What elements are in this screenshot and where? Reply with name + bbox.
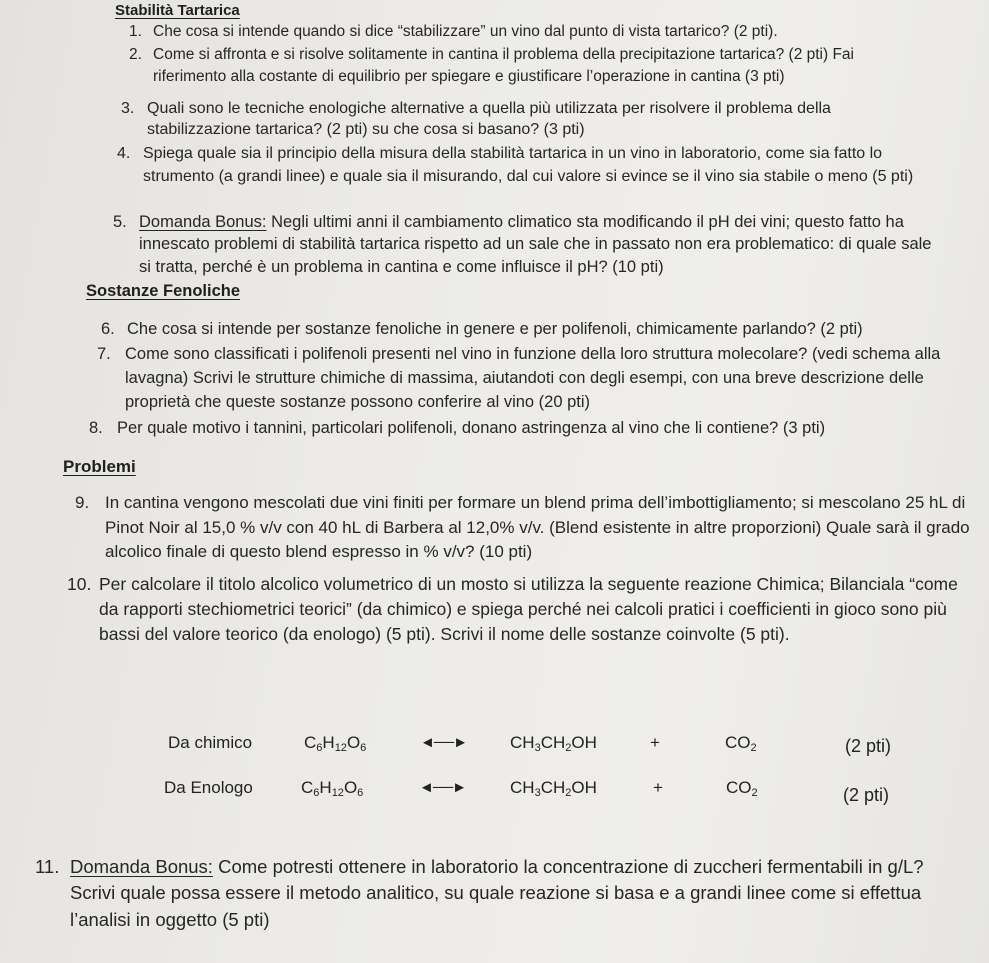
question-number: 2.: [129, 46, 142, 63]
question-text: Negli ultimi anni il cambiamento climatico sta modificando il pH dei vini; questo fatto ha innescato problemi di stabilità tartarica rispetto ad un sale che in passato non era problematico: di quale sale si tratta, perché è un problema in cantina e come influisce il pH? (10 pti): [139, 213, 932, 276]
section-title-problemi: Problemi: [63, 457, 136, 476]
question-number: 6.: [101, 320, 115, 338]
equation-points: (2 pti): [845, 736, 892, 756]
co2-formula: $CO_2$: [725, 733, 757, 754]
question-text: Spiega quale sia il principio della misura della stabilità tartarica in un vino in laboratorio, come sia fatto lo strumento (a grandi linee) e quale sia il misurando, dal cui valore si evince se il vino sia stabile o meno (5 pti): [143, 145, 914, 185]
glucose-formula: $C_6H_{12}O_6$: [301, 778, 364, 799]
question-3: [121, 98, 911, 141]
question-number: 5.: [113, 213, 127, 231]
question-text: Per calcolare il titolo alcolico volumetrico di un mosto si utilizza la seguente reazione Chimica; Bilanciala “come da rapporti stechiometrici teorici” (da chimico) e spiega perché nei calcoli pratici i coefficienti in gioco sono più bassi del valore teorico (da enologo) (5 pti). Scrivi il nome delle sostanze coinvolte (5 pti).: [99, 574, 958, 645]
question-number: 10.: [67, 574, 92, 594]
bonus-label: Domanda Bonus:: [139, 213, 267, 231]
question-text: Per quale motivo i tannini, particolari polifenoli, donano astringenza al vino che li contiene? (3 pti): [117, 419, 826, 437]
question-body: [139, 211, 943, 278]
bonus-label: Domanda Bonus:: [70, 856, 213, 877]
question-1: [129, 22, 889, 43]
ethanol-formula: $CH_3CH_2OH$: [510, 733, 597, 754]
section-title-stabilita: Stabilità Tartarica: [115, 2, 240, 19]
question-9: [75, 491, 975, 565]
reaction-arrow-icon: ◄──►: [420, 734, 467, 751]
question-4: [117, 143, 947, 188]
question-2: [129, 44, 929, 89]
equation-chimico: [0, 733, 989, 757]
co2-formula: $CO_2$: [726, 778, 758, 799]
plus-sign: +: [653, 778, 663, 797]
equation-enologo: [0, 778, 989, 805]
glucose-formula: $C_6H_{12}O_6$: [304, 733, 367, 754]
question-8: [89, 417, 969, 439]
section-title-fenoliche: Sostanze Fenoliche: [86, 282, 241, 300]
question-number: 8.: [89, 419, 103, 437]
question-text: Che cosa si intende quando si dice “stabilizzare” un vino dal punto di vista tartarico? (2 pti).: [153, 23, 778, 40]
question-11: [35, 854, 970, 933]
ethanol-formula: $CH_3CH_2OH$: [510, 778, 597, 799]
equation-points: (2 pti): [843, 785, 890, 805]
question-number: 7.: [97, 345, 111, 363]
equation-label: Da chimico: [168, 733, 253, 752]
question-text: Quali sono le tecniche enologiche alternative a quella più utilizzata per risolvere il problema della stabilizzazione tartarica? (2 pti) su che cosa si basano? (3 pti): [147, 100, 831, 139]
question-text: Che cosa si intende per sostanze fenoliche in genere e per polifenoli, chimicamente parlando? (2 pti): [127, 320, 863, 338]
equation-label: Da Enologo: [164, 778, 253, 797]
reaction-arrow-icon: ◄──►: [419, 779, 466, 796]
question-5: [113, 211, 943, 278]
question-7: [97, 342, 947, 414]
question-body: [70, 854, 970, 933]
question-number: 11.: [35, 856, 60, 877]
question-number: 9.: [75, 493, 90, 512]
question-number: 1.: [129, 23, 142, 40]
question-text: In cantina vengono mescolati due vini finiti per formare un blend prima dell’imbottigliamento; si mescolano 25 hL di Pinot Noir al 15,0 % v/v con 40 hL di Barbera al 12,0% v/v. (Blend esistente in altre proporzioni) Quale sarà il grado alcolico finale di questo blend espresso in % v/v? (10 pti): [105, 493, 970, 562]
question-6: [101, 318, 971, 340]
question-text: Come potresti ottenere in laboratorio la concentrazione di zuccheri fermentabili in g/L? Scrivi quale possa essere il metodo analitico, su quale reazione si basa e a grandi linee come si effettua l’analisi in oggetto (5 pti): [70, 856, 924, 930]
question-number: 4.: [117, 145, 131, 162]
plus-sign: +: [650, 733, 660, 752]
question-number: 3.: [121, 100, 135, 117]
question-10: [67, 572, 977, 648]
question-text: Come sono classificati i polifenoli presenti nel vino in funzione della loro struttura molecolare? (vedi schema alla lavagna) Scrivi le strutture chimiche di massima, aiutandoti con degli esempi, con una breve descrizione delle proprietà che queste sostanze possono conferire al vino (20 pti): [125, 345, 941, 412]
question-text: Come si affronta e si risolve solitamente in cantina il problema della precipitazione tartarica? (2 pti) Fai riferimento alla costante di equilibrio per spiegare e giustificare l’operazione in cantina (3 pti): [153, 46, 854, 86]
